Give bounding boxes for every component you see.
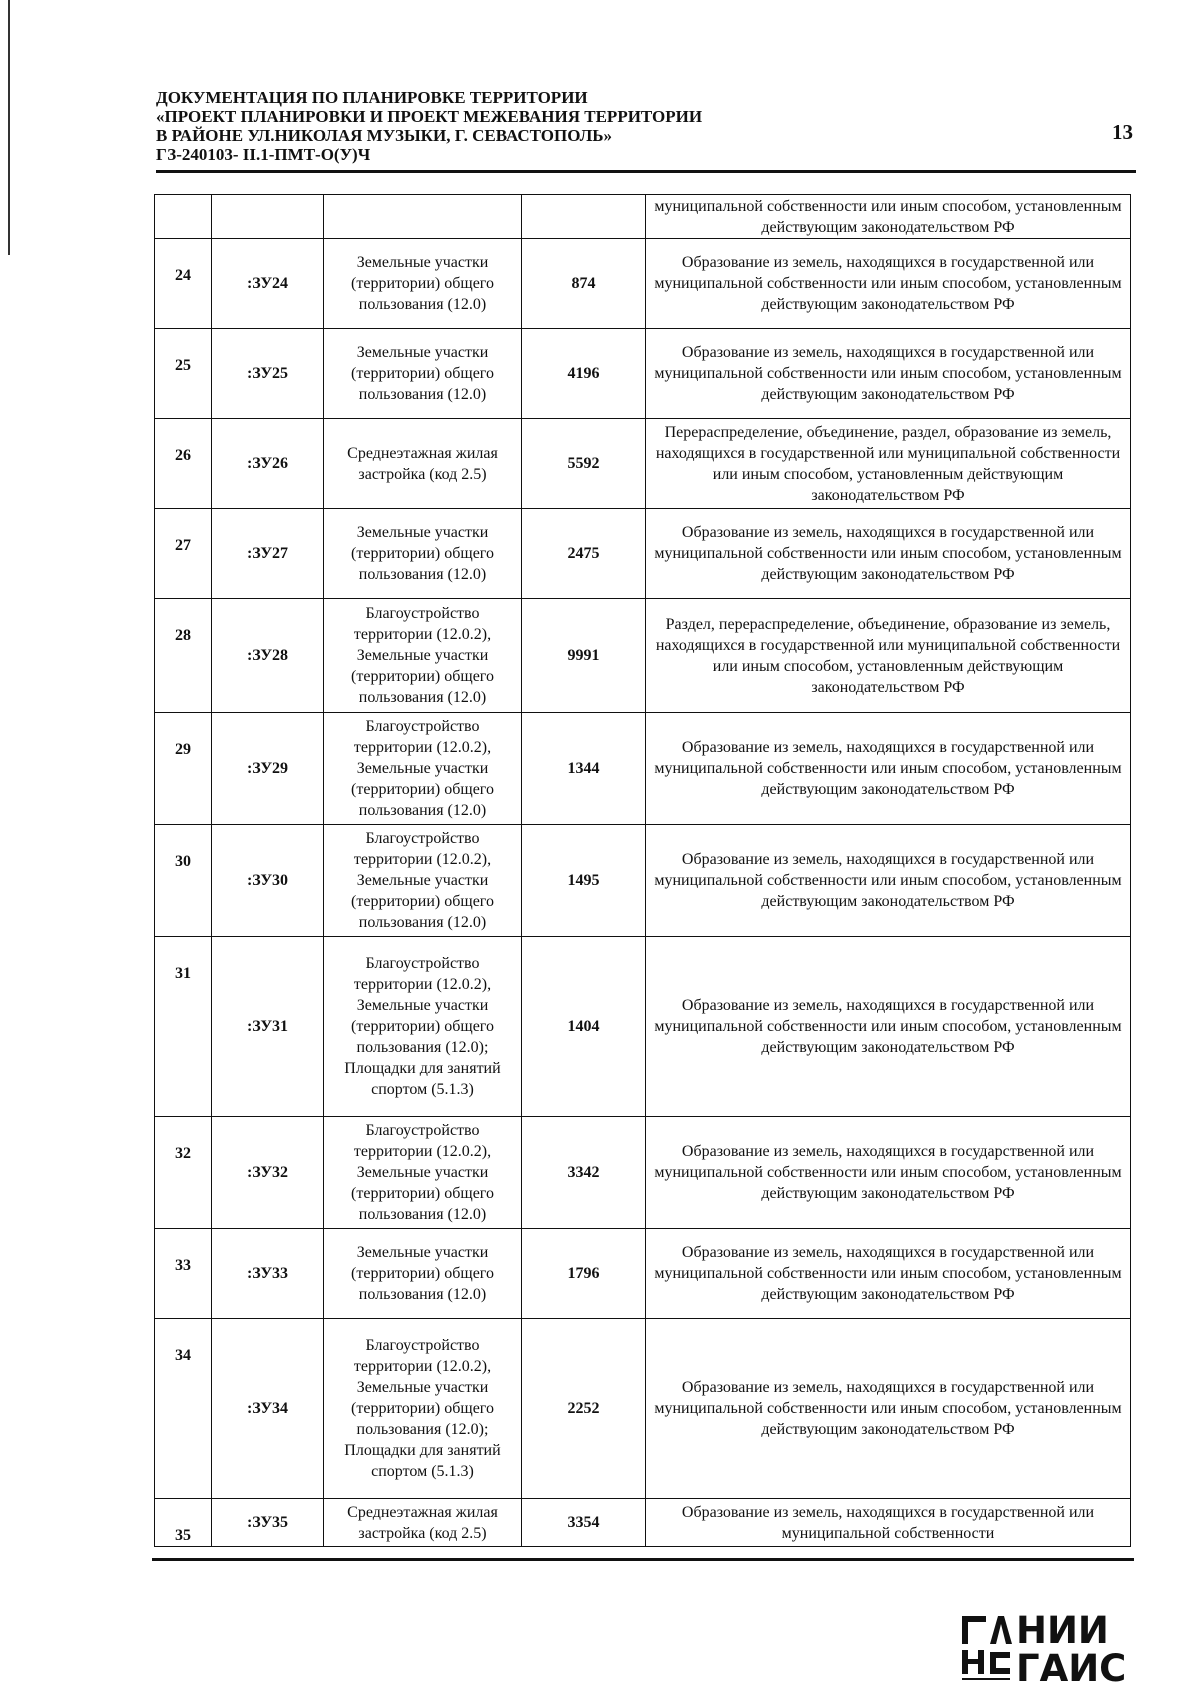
row-number: 35	[155, 1499, 212, 1547]
formation-method: муниципальной собственности или иным способом, установленным действующим законодательством РФ	[646, 195, 1131, 239]
table-row	[155, 329, 1131, 419]
land-plots-table	[154, 194, 1131, 1547]
plot-area: 1344	[522, 713, 646, 825]
row-number: 33	[155, 1229, 212, 1319]
header-line-2: «ПРОЕКТ ПЛАНИРОВКИ И ПРОЕКТ МЕЖЕВАНИЯ ТЕРРИТОРИИ	[156, 107, 703, 126]
logo-mark-icon	[960, 1614, 1012, 1684]
row-number: 30	[155, 825, 212, 937]
table-row	[155, 419, 1131, 509]
header-line-3: В РАЙОНЕ УЛ.НИКОЛАЯ МУЗЫКИ, Г. СЕВАСТОПОЛЬ»	[156, 126, 613, 145]
plot-area	[522, 195, 646, 239]
formation-method: Раздел, перераспределение, объединение, образование из земель, находящихся в государственной или муниципальной собственности или иным способом, установленным действующим законодательством РФ	[646, 599, 1131, 713]
plot-area: 2252	[522, 1319, 646, 1499]
table-row	[155, 195, 1131, 239]
permitted-use: Земельные участки (территории) общего пользования (12.0)	[324, 1229, 522, 1319]
permitted-use: Среднеэтажная жилая застройка (код 2.5)	[324, 1499, 522, 1547]
row-number: 25	[155, 329, 212, 419]
table-row	[155, 1229, 1131, 1319]
formation-method: Образование из земель, находящихся в государственной или муниципальной собственности или иным способом, установленным действующим законодательством РФ	[646, 1117, 1131, 1229]
plot-id: :ЗУ33	[212, 1229, 324, 1319]
row-number: 34	[155, 1319, 212, 1499]
permitted-use: Благоустройство территории (12.0.2), Земельные участки (территории) общего пользования (12.0); Площадки для занятий спортом (5.1.3)	[324, 1319, 522, 1499]
row-number: 28	[155, 599, 212, 713]
row-number: 26	[155, 419, 212, 509]
formation-method: Образование из земель, находящихся в государственной или муниципальной собственности или иным способом, установленным действующим законодательством РФ	[646, 713, 1131, 825]
table-bottom-rule	[152, 1558, 1134, 1561]
table-row	[155, 825, 1131, 937]
logo-line-1: НИИ	[1016, 1609, 1109, 1652]
permitted-use: Благоустройство территории (12.0.2), Земельные участки (территории) общего пользования (12.0)	[324, 599, 522, 713]
formation-method: Образование из земель, находящихся в государственной или муниципальной собственности или иным способом, установленным действующим законодательством РФ	[646, 239, 1131, 329]
plot-id: :ЗУ27	[212, 509, 324, 599]
table-row	[155, 1117, 1131, 1229]
plot-area: 1404	[522, 937, 646, 1117]
plot-area: 5592	[522, 419, 646, 509]
plot-id: :ЗУ32	[212, 1117, 324, 1229]
nii-gais-logo	[960, 1609, 1140, 1692]
scan-edge-line	[8, 0, 10, 255]
permitted-use: Благоустройство территории (12.0.2), Земельные участки (территории) общего пользования (12.0)	[324, 713, 522, 825]
permitted-use: Благоустройство территории (12.0.2), Земельные участки (территории) общего пользования (12.0)	[324, 1117, 522, 1229]
permitted-use: Земельные участки (территории) общего пользования (12.0)	[324, 509, 522, 599]
formation-method: Перераспределение, объединение, раздел, образование из земель, находящихся в государственной или муниципальной собственности или иным способом, установленным действующим законодательством РФ	[646, 419, 1131, 509]
plot-id: :ЗУ34	[212, 1319, 324, 1499]
plot-area: 1495	[522, 825, 646, 937]
plot-id: :ЗУ28	[212, 599, 324, 713]
row-number: 27	[155, 509, 212, 599]
table-row	[155, 599, 1131, 713]
header-divider	[156, 170, 1136, 173]
row-number: 32	[155, 1117, 212, 1229]
plot-area: 3354	[522, 1499, 646, 1547]
plot-id: :ЗУ31	[212, 937, 324, 1117]
logo-text	[1016, 1609, 1127, 1690]
formation-method: Образование из земель, находящихся в государственной или муниципальной собственности или иным способом, установленным действующим законодательством РФ	[646, 1319, 1131, 1499]
table-body	[155, 195, 1131, 1547]
table-row	[155, 1499, 1131, 1547]
table-row	[155, 713, 1131, 825]
plot-area: 874	[522, 239, 646, 329]
formation-method: Образование из земель, находящихся в государственной или муниципальной собственности или иным способом, установленным действующим законодательством РФ	[646, 937, 1131, 1117]
document-code: ГЗ-240103- II.1-ПМТ-О(У)Ч	[156, 145, 371, 164]
row-number: 31	[155, 937, 212, 1117]
plot-id: :ЗУ24	[212, 239, 324, 329]
formation-method: Образование из земель, находящихся в государственной или муниципальной собственности	[646, 1499, 1131, 1547]
plot-id	[212, 195, 324, 239]
plot-id: :ЗУ30	[212, 825, 324, 937]
plot-area: 2475	[522, 509, 646, 599]
plot-id: :ЗУ35	[212, 1499, 324, 1547]
header-line-1: ДОКУМЕНТАЦИЯ ПО ПЛАНИРОВКЕ ТЕРРИТОРИИ	[156, 88, 588, 107]
page-number: 13	[1112, 120, 1133, 144]
logo-line-2: ГАИС	[1016, 1647, 1127, 1690]
plot-area: 4196	[522, 329, 646, 419]
permitted-use	[324, 195, 522, 239]
formation-method: Образование из земель, находящихся в государственной или муниципальной собственности или иным способом, установленным действующим законодательством РФ	[646, 825, 1131, 937]
table-row	[155, 239, 1131, 329]
permitted-use: Благоустройство территории (12.0.2), Земельные участки (территории) общего пользования (12.0); Площадки для занятий спортом (5.1.3)	[324, 937, 522, 1117]
permitted-use: Земельные участки (территории) общего пользования (12.0)	[324, 329, 522, 419]
formation-method: Образование из земель, находящихся в государственной или муниципальной собственности или иным способом, установленным действующим законодательством РФ	[646, 509, 1131, 599]
plot-area: 3342	[522, 1117, 646, 1229]
permitted-use: Среднеэтажная жилая застройка (код 2.5)	[324, 419, 522, 509]
plot-id: :ЗУ29	[212, 713, 324, 825]
row-number	[155, 195, 212, 239]
plot-id: :ЗУ25	[212, 329, 324, 419]
plot-id: :ЗУ26	[212, 419, 324, 509]
table-row	[155, 937, 1131, 1117]
permitted-use: Земельные участки (территории) общего пользования (12.0)	[324, 239, 522, 329]
plot-area: 9991	[522, 599, 646, 713]
formation-method: Образование из земель, находящихся в государственной или муниципальной собственности или иным способом, установленным действующим законодательством РФ	[646, 329, 1131, 419]
formation-method: Образование из земель, находящихся в государственной или муниципальной собственности или иным способом, установленным действующим законодательством РФ	[646, 1229, 1131, 1319]
permitted-use: Благоустройство территории (12.0.2), Земельные участки (территории) общего пользования (12.0)	[324, 825, 522, 937]
row-number: 29	[155, 713, 212, 825]
document-header	[156, 88, 1156, 164]
table-row	[155, 1319, 1131, 1499]
row-number: 24	[155, 239, 212, 329]
table-row	[155, 509, 1131, 599]
plot-area: 1796	[522, 1229, 646, 1319]
